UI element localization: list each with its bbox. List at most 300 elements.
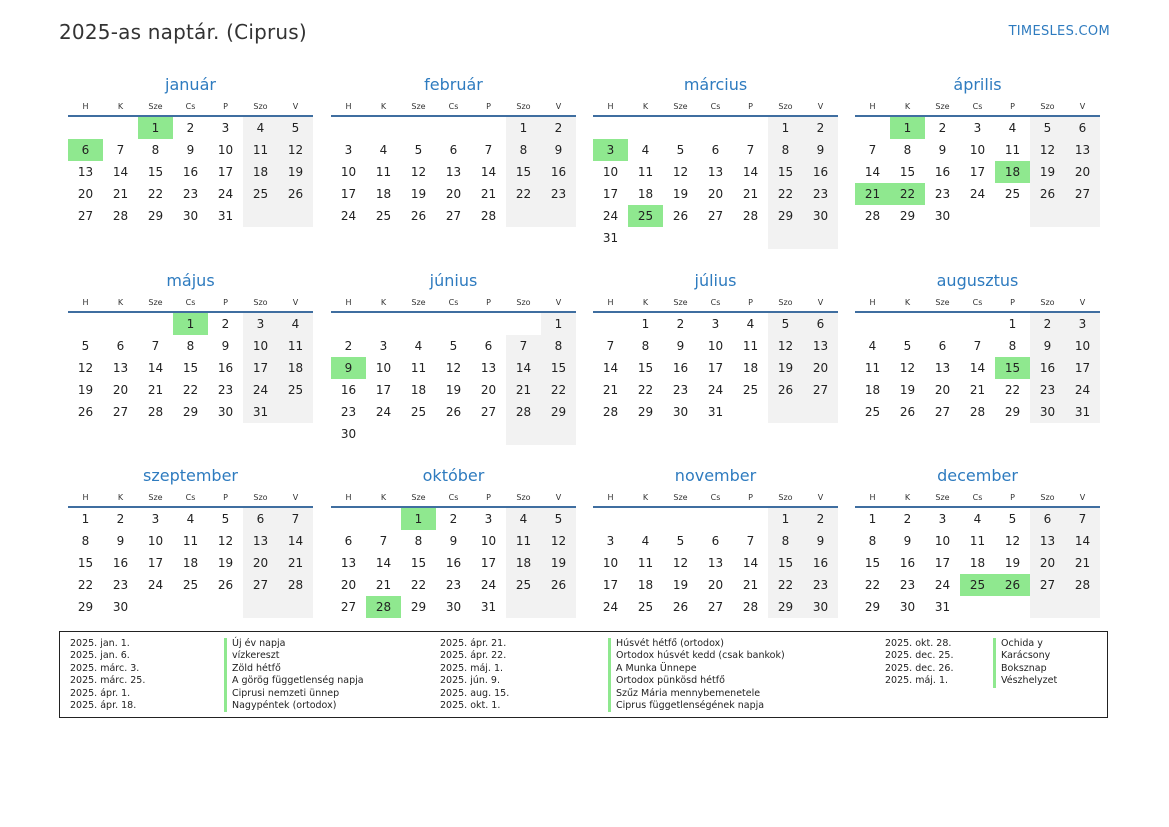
day-cell[interactable]: 28 [480,209,497,223]
day-cell[interactable]: 19 [768,357,803,379]
day-cell[interactable]: 12 [541,530,576,552]
day-cell[interactable]: 30 [445,600,462,614]
day-cell[interactable]: 14 [375,556,392,570]
day-cell[interactable]: 28 [278,574,313,596]
day-cell[interactable]: 5 [221,512,230,526]
day-cell[interactable]: 11 [506,530,541,552]
day-cell[interactable]: 20 [707,187,724,201]
day-cell[interactable]: 2 [903,512,912,526]
day-cell[interactable]: 5 [449,339,458,353]
day-cell[interactable]: 15 [995,357,1030,379]
day-cell[interactable]: 30 [182,209,199,223]
day-cell[interactable]: 19 [77,383,94,397]
day-cell[interactable]: 27 [77,209,94,223]
day-cell[interactable]: 11 [864,361,881,375]
day-cell[interactable]: 19 [217,556,234,570]
day-cell[interactable]: 7 [1065,507,1100,530]
day-cell[interactable]: 20 [480,383,497,397]
day-cell[interactable]: 23 [217,383,234,397]
day-cell[interactable]: 24 [375,405,392,419]
day-cell[interactable]: 12 [278,139,313,161]
day-cell[interactable]: 12 [1030,139,1065,161]
day-cell[interactable]: 28 [864,209,881,223]
day-cell[interactable]: 14 [602,361,619,375]
day-cell[interactable]: 25 [960,574,995,596]
day-cell[interactable]: 5 [1008,512,1017,526]
day-cell[interactable]: 1 [401,507,436,530]
day-cell[interactable]: 31 [707,405,724,419]
day-cell[interactable]: 21 [855,183,890,205]
day-cell[interactable]: 23 [672,383,689,397]
day-cell[interactable]: 18 [995,161,1030,183]
day-cell[interactable]: 12 [899,361,916,375]
day-cell[interactable]: 31 [480,600,497,614]
day-cell[interactable]: 2 [1030,312,1065,335]
day-cell[interactable]: 25 [1004,187,1021,201]
day-cell[interactable]: 16 [217,361,234,375]
day-cell[interactable]: 21 [375,578,392,592]
day-cell[interactable]: 5 [1030,116,1065,139]
day-cell[interactable]: 28 [969,405,986,419]
day-cell[interactable]: 23 [899,578,916,592]
day-cell[interactable]: 31 [602,231,619,245]
day-cell[interactable]: 28 [742,600,759,614]
day-cell[interactable]: 5 [768,312,803,335]
day-cell[interactable]: 18 [969,556,986,570]
day-cell[interactable]: 12 [77,361,94,375]
day-cell[interactable]: 10 [602,556,619,570]
day-cell[interactable]: 30 [899,600,916,614]
day-cell[interactable]: 18 [410,383,427,397]
day-cell[interactable]: 16 [182,165,199,179]
day-cell[interactable]: 10 [969,143,986,157]
day-cell[interactable]: 6 [344,534,353,548]
day-cell[interactable]: 21 [112,187,129,201]
day-cell[interactable]: 16 [803,161,838,183]
day-cell[interactable]: 13 [340,556,357,570]
day-cell[interactable]: 30 [934,209,951,223]
day-cell[interactable]: 22 [541,379,576,401]
day-cell[interactable]: 11 [410,361,427,375]
day-cell[interactable]: 10 [707,339,724,353]
day-cell[interactable]: 4 [641,143,650,157]
day-cell[interactable]: 27 [480,405,497,419]
day-cell[interactable]: 1 [768,116,803,139]
day-cell[interactable]: 29 [864,600,881,614]
day-cell[interactable]: 27 [112,405,129,419]
day-cell[interactable]: 13 [1030,530,1065,552]
day-cell[interactable]: 30 [217,405,234,419]
day-cell[interactable]: 22 [864,578,881,592]
day-cell[interactable]: 2 [938,121,947,135]
day-cell[interactable]: 11 [742,339,759,353]
day-cell[interactable]: 25 [278,379,313,401]
day-cell[interactable]: 12 [217,534,234,548]
day-cell[interactable]: 22 [768,183,803,205]
day-cell[interactable]: 15 [864,556,881,570]
day-cell[interactable]: 28 [366,596,401,618]
day-cell[interactable]: 28 [1065,574,1100,596]
day-cell[interactable]: 26 [541,574,576,596]
day-cell[interactable]: 29 [768,596,803,618]
day-cell[interactable]: 6 [938,339,947,353]
day-cell[interactable]: 12 [672,556,689,570]
day-cell[interactable]: 11 [637,556,654,570]
day-cell[interactable]: 22 [506,183,541,205]
day-cell[interactable]: 28 [112,209,129,223]
day-cell[interactable]: 22 [890,183,925,205]
day-cell[interactable]: 16 [672,361,689,375]
day-cell[interactable]: 20 [1030,552,1065,574]
day-cell[interactable]: 4 [746,317,755,331]
day-cell[interactable]: 4 [278,312,313,335]
day-cell[interactable]: 3 [379,339,388,353]
day-cell[interactable]: 20 [445,187,462,201]
day-cell[interactable]: 12 [445,361,462,375]
day-cell[interactable]: 23 [340,405,357,419]
day-cell[interactable]: 30 [1030,401,1065,423]
day-cell[interactable]: 12 [672,165,689,179]
day-cell[interactable]: 8 [414,534,423,548]
day-cell[interactable]: 14 [147,361,164,375]
day-cell[interactable]: 6 [1065,116,1100,139]
day-cell[interactable]: 1 [868,512,877,526]
day-cell[interactable]: 9 [541,139,576,161]
day-cell[interactable]: 16 [112,556,129,570]
day-cell[interactable]: 21 [742,578,759,592]
day-cell[interactable]: 31 [1065,401,1100,423]
day-cell[interactable]: 14 [742,556,759,570]
day-cell[interactable]: 28 [147,405,164,419]
day-cell[interactable]: 19 [672,187,689,201]
day-cell[interactable]: 24 [969,187,986,201]
day-cell[interactable]: 20 [707,578,724,592]
day-cell[interactable]: 6 [711,534,720,548]
day-cell[interactable]: 4 [414,339,423,353]
day-cell[interactable]: 13 [1065,139,1100,161]
day-cell[interactable]: 16 [445,556,462,570]
day-cell[interactable]: 27 [707,600,724,614]
day-cell[interactable]: 17 [217,165,234,179]
day-cell[interactable]: 16 [541,161,576,183]
day-cell[interactable]: 11 [182,534,199,548]
day-cell[interactable]: 27 [803,379,838,401]
day-cell[interactable]: 20 [243,552,278,574]
day-cell[interactable]: 27 [707,209,724,223]
day-cell[interactable]: 24 [602,600,619,614]
day-cell[interactable]: 17 [375,383,392,397]
day-cell[interactable]: 8 [903,143,912,157]
day-cell[interactable]: 1 [138,116,173,139]
day-cell[interactable]: 3 [606,534,615,548]
day-cell[interactable]: 8 [1008,339,1017,353]
day-cell[interactable]: 19 [278,161,313,183]
day-cell[interactable]: 16 [899,556,916,570]
day-cell[interactable]: 2 [803,507,838,530]
day-cell[interactable]: 9 [676,339,685,353]
day-cell[interactable]: 3 [593,139,628,161]
day-cell[interactable]: 1 [541,312,576,335]
day-cell[interactable]: 7 [116,143,125,157]
day-cell[interactable]: 4 [868,339,877,353]
day-cell[interactable]: 2 [676,317,685,331]
day-cell[interactable]: 2 [186,121,195,135]
day-cell[interactable]: 2 [344,339,353,353]
day-cell[interactable]: 1 [890,116,925,139]
day-cell[interactable]: 25 [628,205,663,227]
day-cell[interactable]: 26 [672,209,689,223]
day-cell[interactable]: 30 [340,427,357,441]
day-cell[interactable]: 18 [637,578,654,592]
day-cell[interactable]: 13 [480,361,497,375]
day-cell[interactable]: 14 [278,530,313,552]
day-cell[interactable]: 10 [243,335,278,357]
day-cell[interactable]: 25 [637,600,654,614]
day-cell[interactable]: 15 [410,556,427,570]
day-cell[interactable]: 3 [484,512,493,526]
day-cell[interactable]: 18 [637,187,654,201]
day-cell[interactable]: 24 [340,209,357,223]
day-cell[interactable]: 8 [541,335,576,357]
day-cell[interactable]: 17 [340,187,357,201]
day-cell[interactable]: 29 [410,600,427,614]
day-cell[interactable]: 11 [278,335,313,357]
day-cell[interactable]: 6 [449,143,458,157]
day-cell[interactable]: 6 [1030,507,1065,530]
day-cell[interactable]: 18 [243,161,278,183]
day-cell[interactable]: 28 [742,209,759,223]
day-cell[interactable]: 3 [151,512,160,526]
day-cell[interactable]: 21 [1065,552,1100,574]
day-cell[interactable]: 17 [707,361,724,375]
day-cell[interactable]: 21 [969,383,986,397]
day-cell[interactable]: 9 [803,530,838,552]
day-cell[interactable]: 8 [768,530,803,552]
day-cell[interactable]: 5 [676,143,685,157]
day-cell[interactable]: 7 [506,335,541,357]
day-cell[interactable]: 8 [641,339,650,353]
day-cell[interactable]: 12 [410,165,427,179]
day-cell[interactable]: 1 [768,507,803,530]
day-cell[interactable]: 23 [445,578,462,592]
day-cell[interactable]: 10 [217,143,234,157]
day-cell[interactable]: 6 [116,339,125,353]
day-cell[interactable]: 11 [1004,143,1021,157]
day-cell[interactable]: 24 [217,187,234,201]
day-cell[interactable]: 14 [112,165,129,179]
day-cell[interactable]: 25 [864,405,881,419]
day-cell[interactable]: 7 [278,507,313,530]
day-cell[interactable]: 5 [903,339,912,353]
day-cell[interactable]: 30 [803,205,838,227]
day-cell[interactable]: 15 [899,165,916,179]
day-cell[interactable]: 23 [934,187,951,201]
day-cell[interactable]: 8 [768,139,803,161]
day-cell[interactable]: 14 [864,165,881,179]
day-cell[interactable]: 16 [803,552,838,574]
day-cell[interactable]: 21 [480,187,497,201]
day-cell[interactable]: 26 [672,600,689,614]
day-cell[interactable]: 21 [147,383,164,397]
day-cell[interactable]: 5 [676,534,685,548]
day-cell[interactable]: 15 [768,161,803,183]
day-cell[interactable]: 29 [147,209,164,223]
day-cell[interactable]: 1 [81,512,90,526]
day-cell[interactable]: 29 [899,209,916,223]
day-cell[interactable]: 16 [340,383,357,397]
day-cell[interactable]: 9 [803,139,838,161]
day-cell[interactable]: 4 [973,512,982,526]
day-cell[interactable]: 11 [243,139,278,161]
day-cell[interactable]: 27 [340,600,357,614]
day-cell[interactable]: 5 [81,339,90,353]
day-cell[interactable]: 27 [1065,183,1100,205]
day-cell[interactable]: 25 [375,209,392,223]
day-cell[interactable]: 24 [147,578,164,592]
day-cell[interactable]: 1 [1008,317,1017,331]
day-cell[interactable]: 3 [711,317,720,331]
day-cell[interactable]: 15 [182,361,199,375]
day-cell[interactable]: 5 [414,143,423,157]
day-cell[interactable]: 7 [484,143,493,157]
day-cell[interactable]: 13 [243,530,278,552]
day-cell[interactable]: 23 [182,187,199,201]
day-cell[interactable]: 14 [742,165,759,179]
day-cell[interactable]: 5 [541,507,576,530]
day-cell[interactable]: 19 [899,383,916,397]
day-cell[interactable]: 7 [868,143,877,157]
day-cell[interactable]: 10 [375,361,392,375]
day-cell[interactable]: 25 [182,578,199,592]
day-cell[interactable]: 4 [243,116,278,139]
day-cell[interactable]: 30 [803,596,838,618]
day-cell[interactable]: 3 [344,143,353,157]
day-cell[interactable]: 25 [243,183,278,205]
day-cell[interactable]: 31 [243,401,278,423]
day-cell[interactable]: 22 [182,383,199,397]
day-cell[interactable]: 14 [506,357,541,379]
day-cell[interactable]: 10 [934,534,951,548]
day-cell[interactable]: 7 [151,339,160,353]
day-cell[interactable]: 13 [77,165,94,179]
day-cell[interactable]: 26 [768,379,803,401]
day-cell[interactable]: 9 [186,143,195,157]
day-cell[interactable]: 8 [868,534,877,548]
day-cell[interactable]: 25 [506,574,541,596]
day-cell[interactable]: 3 [221,121,230,135]
day-cell[interactable]: 15 [541,357,576,379]
day-cell[interactable]: 9 [331,357,366,379]
day-cell[interactable]: 9 [1030,335,1065,357]
day-cell[interactable]: 30 [112,600,129,614]
day-cell[interactable]: 20 [803,357,838,379]
day-cell[interactable]: 20 [112,383,129,397]
day-cell[interactable]: 7 [379,534,388,548]
day-cell[interactable]: 29 [637,405,654,419]
day-cell[interactable]: 24 [707,383,724,397]
day-cell[interactable]: 29 [1004,405,1021,419]
day-cell[interactable]: 26 [1030,183,1065,205]
day-cell[interactable]: 1 [506,116,541,139]
day-cell[interactable]: 20 [340,578,357,592]
day-cell[interactable]: 23 [1030,379,1065,401]
day-cell[interactable]: 10 [147,534,164,548]
day-cell[interactable]: 24 [934,578,951,592]
day-cell[interactable]: 26 [899,405,916,419]
day-cell[interactable]: 15 [768,552,803,574]
day-cell[interactable]: 29 [541,401,576,423]
day-cell[interactable]: 25 [410,405,427,419]
day-cell[interactable]: 15 [637,361,654,375]
day-cell[interactable]: 4 [506,507,541,530]
day-cell[interactable]: 31 [934,600,951,614]
day-cell[interactable]: 2 [541,116,576,139]
day-cell[interactable]: 13 [707,165,724,179]
day-cell[interactable]: 28 [602,405,619,419]
day-cell[interactable]: 4 [379,143,388,157]
day-cell[interactable]: 24 [480,578,497,592]
day-cell[interactable]: 7 [606,339,615,353]
day-cell[interactable]: 26 [445,405,462,419]
day-cell[interactable]: 24 [602,209,619,223]
day-cell[interactable]: 1 [641,317,650,331]
day-cell[interactable]: 17 [243,357,278,379]
day-cell[interactable]: 22 [1004,383,1021,397]
day-cell[interactable]: 6 [484,339,493,353]
day-cell[interactable]: 13 [934,361,951,375]
day-cell[interactable]: 7 [746,534,755,548]
day-cell[interactable]: 17 [969,165,986,179]
day-cell[interactable]: 26 [217,578,234,592]
day-cell[interactable]: 1 [173,312,208,335]
day-cell[interactable]: 15 [147,165,164,179]
day-cell[interactable]: 22 [147,187,164,201]
day-cell[interactable]: 25 [742,383,759,397]
day-cell[interactable]: 18 [182,556,199,570]
day-cell[interactable]: 10 [480,534,497,548]
day-cell[interactable]: 13 [707,556,724,570]
day-cell[interactable]: 10 [1065,335,1100,357]
day-cell[interactable]: 13 [112,361,129,375]
day-cell[interactable]: 13 [803,335,838,357]
day-cell[interactable]: 21 [278,552,313,574]
day-cell[interactable]: 4 [1008,121,1017,135]
day-cell[interactable]: 3 [243,312,278,335]
day-cell[interactable]: 11 [375,165,392,179]
day-cell[interactable]: 23 [803,574,838,596]
day-cell[interactable]: 17 [602,187,619,201]
day-cell[interactable]: 13 [445,165,462,179]
day-cell[interactable]: 8 [506,139,541,161]
day-cell[interactable]: 18 [375,187,392,201]
day-cell[interactable]: 26 [278,183,313,205]
day-cell[interactable]: 19 [410,187,427,201]
day-cell[interactable]: 22 [768,574,803,596]
day-cell[interactable]: 22 [637,383,654,397]
day-cell[interactable]: 20 [934,383,951,397]
day-cell[interactable]: 18 [864,383,881,397]
day-cell[interactable]: 21 [602,383,619,397]
day-cell[interactable]: 4 [186,512,195,526]
day-cell[interactable]: 12 [1004,534,1021,548]
day-cell[interactable]: 19 [1004,556,1021,570]
day-cell[interactable]: 9 [221,339,230,353]
day-cell[interactable]: 20 [77,187,94,201]
day-cell[interactable]: 14 [969,361,986,375]
day-cell[interactable]: 30 [672,405,689,419]
day-cell[interactable]: 6 [803,312,838,335]
day-cell[interactable]: 22 [410,578,427,592]
